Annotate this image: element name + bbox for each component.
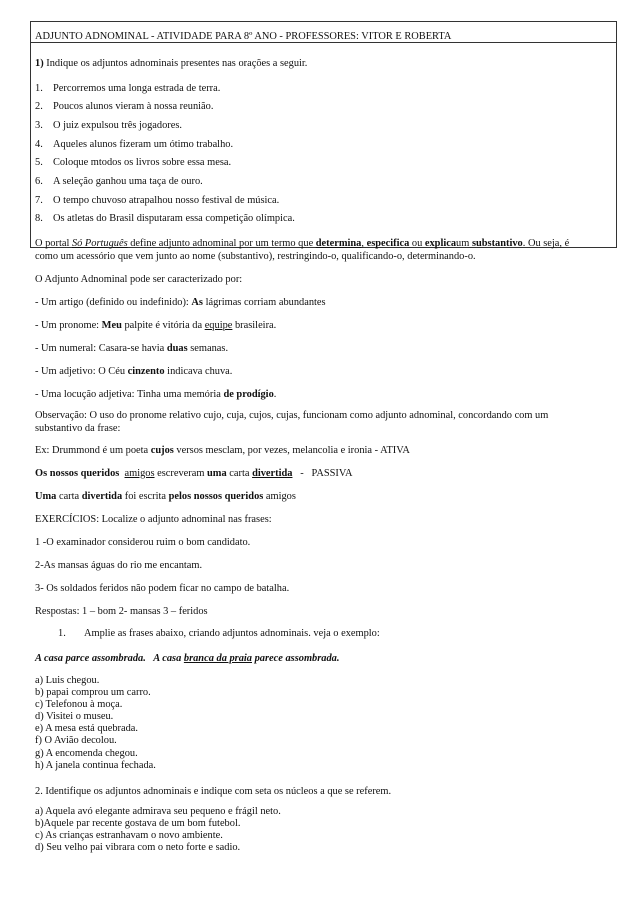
highlight-word: cinzento: [127, 366, 165, 377]
example-text: versos mesclam, por vezes, melancolia e ironia - ATIVA: [173, 445, 410, 456]
list-item: f) O Avião decolou.: [35, 735, 117, 747]
list-item: a) Aquela avó elegante admirava seu pequeno e frágil neto.: [35, 806, 281, 817]
example-text: escreveram: [154, 468, 208, 479]
keyword-substantivo: substantivo: [471, 238, 523, 249]
example-text: carta: [226, 468, 253, 479]
exemplo-casa: [35, 652, 614, 665]
highlight-word: Uma: [35, 491, 57, 502]
example-text: carta: [56, 491, 82, 502]
sentence-text: A seleção ganhou uma taça de ouro.: [53, 176, 203, 187]
caracterizado-heading: O Adjunto Adnominal pode ser caracterizado por:: [35, 274, 243, 285]
sentence-item: [35, 100, 614, 113]
sentence-text: O tempo chuvoso atrapalhou nosso festival de música.: [53, 195, 280, 206]
sentence-number: 1.: [35, 83, 43, 94]
definition-text: . Ou seja, é: [522, 238, 570, 249]
sentence-text: O juiz expulsou três jogadores.: [53, 120, 182, 131]
example-text: - Uma locução adjetiva: Tinha uma memória: [35, 389, 224, 400]
source-site-name: Só Português: [71, 238, 128, 249]
highlight-word: duas: [166, 343, 188, 354]
sentence-text: Aqueles alunos fizeram um ótimo trabalho.: [53, 139, 234, 150]
observacao-line-1: Observação: O uso do pronome relativo cujo, cuja, cujos, cujas, funcionam como adjunto adnominal, concordando com um: [35, 410, 549, 421]
list-item: d) Visitei o museu.: [35, 711, 114, 723]
list-item: a) Luis chegou.: [35, 675, 100, 686]
sentence-number: 7.: [35, 195, 43, 206]
highlight-word: Os nossos queridos: [35, 468, 120, 479]
sentence-number: 5.: [35, 157, 43, 168]
sentence-number: 8.: [35, 213, 43, 224]
exercicio-item: 1 -O examinador considerou ruim o bom candidato.: [35, 537, 251, 548]
instruction-text: Amplie as frases abaixo, criando adjuntos adnominais. veja o exemplo:: [84, 628, 380, 639]
sentence-item: [35, 138, 614, 151]
amplie-instruction: [58, 627, 614, 640]
example-text: Ex: Drummond é um poeta: [35, 445, 151, 456]
example-text: A casa: [153, 653, 184, 664]
exercicio-item: 2-As mansas águas do rio me encantam.: [35, 560, 203, 571]
example-ativa: [35, 444, 614, 457]
highlight-word: de prodígio: [223, 389, 274, 400]
example-passiva: [35, 467, 614, 480]
sentence-text: Percorremos uma longa estrada de terra.: [53, 83, 221, 94]
example-passiva-2: [35, 490, 614, 503]
highlight-word: cujos: [150, 445, 174, 456]
keyword-explica: explica: [424, 238, 457, 249]
list-item: h) A janela continua fechada.: [35, 759, 156, 771]
questao-2: 2. Identifique os adjuntos adnominais e indique com seta os núcleos a que se referem.: [35, 786, 392, 797]
highlight-word: Meu: [101, 320, 122, 331]
instruction-number: 1.: [58, 628, 66, 639]
example-pronome: [35, 319, 614, 332]
example-text: - PASSIVA: [292, 468, 353, 479]
sentence-text: Poucos alunos vieram à nossa reunião.: [53, 101, 214, 112]
sentence-number: 3.: [35, 120, 43, 131]
underlined-word: equipe: [204, 320, 233, 331]
definition-text: ou: [409, 238, 425, 249]
instruction-number: 1): [35, 58, 44, 69]
sentence-number: 4.: [35, 139, 43, 150]
example-text: palpite é vitória da: [121, 320, 205, 331]
keyword-determina: determina: [315, 238, 362, 249]
keyword-especifica: especifica: [366, 238, 410, 249]
example-text: foi escrita: [122, 491, 169, 502]
exercicios-title: EXERCÍCIOS: Localize o adjunto adnominal nas frases:: [35, 514, 272, 525]
example-text: A casa parce assombrada.: [35, 653, 146, 664]
sentence-item: [35, 175, 614, 188]
frases-q2-list: [35, 806, 614, 854]
sentence-item: [35, 119, 614, 132]
respostas: Respostas: 1 – bom 2- mansas 3 – feridos: [35, 606, 208, 617]
definition-text: define adjunto adnominal por um termo que: [127, 238, 316, 249]
list-item: b)Aquele par recente gostava de um bom futebol.: [35, 818, 241, 830]
example-text: indicava chuva.: [164, 366, 233, 377]
example-text: amigos: [263, 491, 296, 502]
observacao-line-2: substantivo da frase:: [35, 423, 121, 434]
definition-paragraph: [35, 237, 614, 250]
sentence-item: [35, 212, 614, 225]
instruction-text: Indique os adjuntos adnominais presentes nas orações a seguir.: [43, 58, 308, 69]
list-item: d) Seu velho pai vibrara com o neto forte e sadio.: [35, 842, 241, 854]
definition-text: um: [456, 238, 472, 249]
example-text: - Um numeral: Casara-se havia: [35, 343, 167, 354]
sentence-number: 2.: [35, 101, 43, 112]
highlight-word: divertida: [252, 468, 293, 479]
sentence-text: Coloque mtodos os livros sobre essa mesa.: [53, 157, 232, 168]
example-text: parece assombrada.: [252, 653, 340, 664]
list-item: g) A encomenda chegou.: [35, 747, 138, 759]
example-text: .: [273, 389, 277, 400]
sentence-item: [35, 82, 614, 95]
exercicio-item: 3- Os soldados feridos não podem ficar no campo de batalha.: [35, 583, 290, 594]
example-text: lágrimas corriam abundantes: [202, 297, 326, 308]
example-text: brasileira.: [232, 320, 277, 331]
example-text: - Um pronome:: [35, 320, 102, 331]
list-item: c) Telefonou à moça.: [35, 699, 123, 711]
example-locucao: [35, 388, 614, 401]
sentence-number: 6.: [35, 176, 43, 187]
definition-line-2: como um acessório que vem junto ao nome (substantivo), restringindo-o, qualificando-o, determinando-o.: [35, 251, 476, 262]
sentence-item: [35, 156, 614, 169]
example-text: semanas.: [187, 343, 229, 354]
sentence-item: [35, 194, 614, 207]
list-item: e) A mesa está quebrada.: [35, 723, 138, 735]
instruction-1: [35, 57, 614, 70]
definition-text: O portal: [35, 238, 72, 249]
frases-ampliar-list: [35, 675, 614, 772]
example-text: - Um adjetivo: O Céu: [35, 366, 128, 377]
example-numeral: [35, 342, 614, 355]
underlined-word: amigos: [124, 468, 155, 479]
definition-text: ,: [361, 238, 367, 249]
highlight-word: As: [191, 297, 203, 308]
list-item: c) As crianças estranhavam o novo ambiente.: [35, 830, 223, 842]
example-artigo: [35, 296, 614, 309]
example-adjetivo: [35, 365, 614, 378]
highlight-word: pelos nossos queridos: [168, 491, 264, 502]
highlight-word: uma: [207, 468, 227, 479]
example-text: - Um artigo (definido ou indefinido):: [35, 297, 192, 308]
sentence-text: Os atletas do Brasil disputaram essa competição olímpica.: [53, 213, 295, 224]
list-item: b) papai comprou um carro.: [35, 687, 151, 699]
highlight-word: divertida: [81, 491, 123, 502]
underlined-word: branca da praia: [183, 653, 252, 664]
document-title: ADJUNTO ADNOMINAL - ATIVIDADE PARA 8º ANO - PROFESSORES: VITOR E ROBERTA: [35, 31, 452, 42]
